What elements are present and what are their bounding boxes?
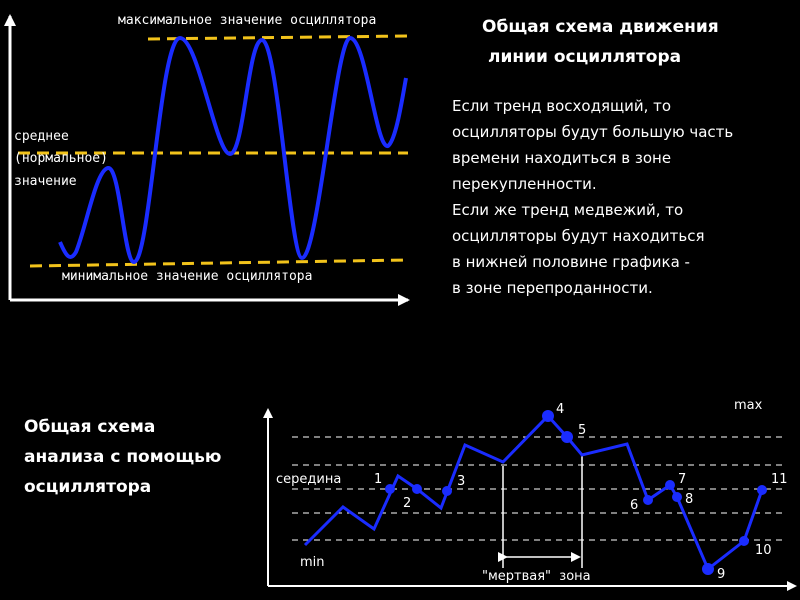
point-label-9: 9: [717, 567, 726, 582]
description: [452, 97, 733, 297]
point-label-2: 2: [403, 496, 412, 511]
description-line-3: времени находиться в зоне: [452, 149, 672, 167]
point-label-1: 1: [374, 472, 383, 487]
point-1: [385, 484, 395, 494]
bottom-title-line-2: анализа с помощью: [24, 447, 222, 467]
analysis-curve: [305, 416, 762, 569]
point-label-6: 6: [630, 498, 639, 513]
description-line-6: осцилляторы будут находиться: [452, 227, 705, 245]
description-line-5: Если же тренд медвежий, то: [452, 201, 684, 219]
point-8: [672, 492, 682, 502]
max-label: max: [734, 398, 763, 413]
top-diagram: [10, 13, 408, 300]
description-line-7: в нижней половине графика -: [452, 253, 690, 271]
point-6: [643, 495, 653, 505]
bottom-diagram: [268, 398, 795, 586]
top-title-line-1: Общая схема движения: [482, 17, 719, 37]
dead-zone-label: "мертвая" зона: [482, 569, 591, 584]
mid-value-label-3: значение: [14, 174, 77, 189]
top-title-line-2: линии осциллятора: [488, 47, 682, 67]
min-value-label: минимальное значение осциллятора: [62, 269, 313, 284]
bottom-title-line-1: Общая схема: [24, 417, 156, 437]
description-line-4: перекупленности.: [452, 175, 597, 193]
oscillator-curve: [60, 38, 406, 262]
point-label-7: 7: [678, 472, 687, 487]
max-value-label: максимальное значение осциллятора: [118, 13, 377, 28]
point-11: [757, 485, 767, 495]
point-label-11: 11: [771, 472, 788, 487]
point-label-4: 4: [556, 402, 565, 417]
point-9: [702, 563, 714, 575]
point-3: [442, 486, 452, 496]
middle-label: середина: [276, 472, 342, 487]
point-2: [412, 484, 422, 494]
min-label: min: [300, 555, 325, 570]
min-level-line: [30, 260, 408, 266]
point-4: [542, 410, 554, 422]
point-5: [561, 431, 573, 443]
point-label-5: 5: [578, 423, 587, 438]
point-label-10: 10: [755, 543, 772, 558]
bottom-title: [24, 417, 221, 497]
point-7: [665, 480, 675, 490]
mid-value-label-2: (нормальное): [14, 151, 108, 166]
max-level-line: [148, 36, 408, 39]
description-line-1: Если тренд восходящий, то: [452, 97, 672, 115]
point-10: [739, 536, 749, 546]
description-line-8: в зоне перепроданности.: [452, 279, 653, 297]
bottom-title-line-3: осциллятора: [24, 477, 152, 497]
top-title: [482, 17, 719, 67]
point-label-8: 8: [685, 492, 694, 507]
point-label-3: 3: [457, 474, 466, 489]
description-line-2: осцилляторы будут большую часть: [452, 123, 734, 141]
mid-value-label-1: среднее: [14, 129, 69, 144]
